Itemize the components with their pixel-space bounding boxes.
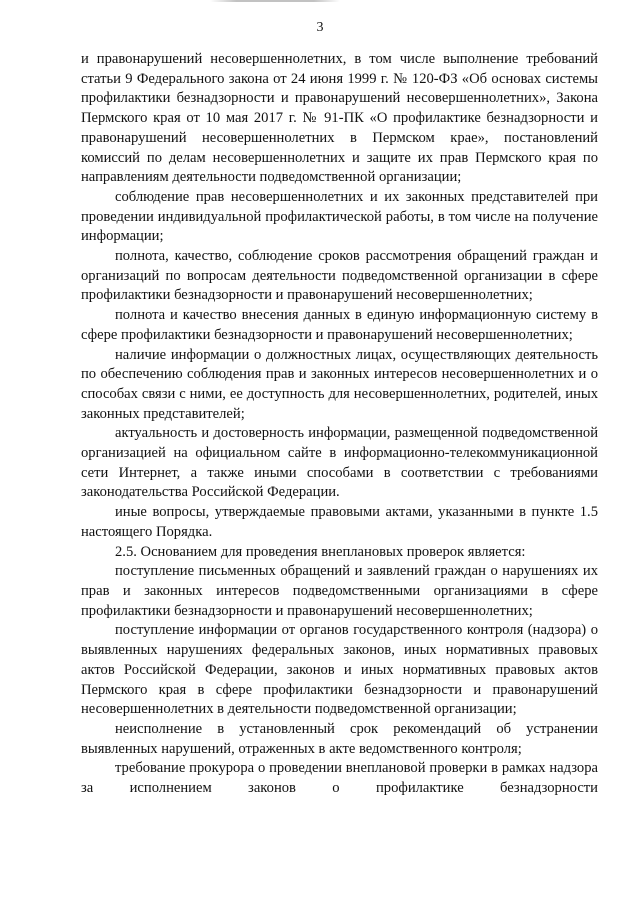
paragraph-supervisory-information: поступление информации от органов государственного контроля (надзора) о выявленных нарушениях федеральных законов, иных нормативных правовых актов Российской Федерации, законов и иных нормативных правовых актов Пермского края в сфере профилактики безнадзорности и правонарушений несовершеннолетних в деятельности подведомственной организации; xyxy=(81,622,598,718)
paragraph-clause-2-5: 2.5. Основанием для проведения внеплановых проверок является: xyxy=(115,543,526,560)
paragraph-other-issues: иные вопросы, утверждаемые правовыми актами, указанными в пункте 1.5 настоящего Порядка. xyxy=(81,504,598,540)
paragraph-website-information: актуальность и достоверность информации, размещенной подведомственной организацией на официальном сайте в информационно-телекоммуникационной сети Интернет, а также иными способами в соответствии с требованиями законодательства Российской Федерации. xyxy=(81,425,598,501)
page-number: 3 xyxy=(316,20,324,35)
paragraph-continuation: и правонарушений несовершеннолетних, в том числе выполнение требований статьи 9 Федерального закона от 24 июня 1999 г. № 120-ФЗ «Об основах системы профилактики безнадзорности и правонарушений несовершеннолетних», Закона Пермского края от 10 мая 2017 г. № 91-ПК «О профилактике безнадзорности и правонарушений несовершеннолетних в Пермском крае», постановлений комиссий по делам несовершеннолетних и защите их прав Пермского края по направлениям деятельности подведомственной организации; xyxy=(81,51,598,186)
document-body xyxy=(81,50,598,799)
paragraph-non-fulfillment: неисполнение в установленный срок рекомендаций об устранении выявленных нарушений, отраженных в акте ведомственного контроля; xyxy=(81,720,598,757)
scan-artifact xyxy=(210,0,340,2)
paragraph-responsible-persons: наличие информации о должностных лицах, осуществляющих деятельность по обеспечению соблюдения прав и законных интересов несовершеннолетних и о способах связи с ними, ее доступность для несовершеннолетних, родителей, иных законных представителей; xyxy=(81,346,598,422)
paragraph-information-system: полнота и качество внесения данных в единую информационную систему в сфере профилактики безнадзорности и правонарушений несовершеннолетних; xyxy=(81,307,598,343)
paragraph-rights-observance: соблюдение прав несовершеннолетних и их законных представителей при проведении индивидуальной профилактической работы, в том числе на получение информации; xyxy=(81,188,598,245)
paragraph-citizen-complaints: поступление письменных обращений и заявлений граждан о нарушениях их прав и законных интересов подведомственными организациями в сфере профилактики безнадзорности и правонарушений несовершеннолетних; xyxy=(81,563,598,619)
paragraph-appeals-review: полнота, качество, соблюдение сроков рассмотрения обращений граждан и организаций по вопросам деятельности подведомственной организации в сфере профилактики безнадзорности и правонарушений несовершеннолетних; xyxy=(81,248,598,304)
paragraph-prosecutor-demand: требование прокурора о проведении внеплановой проверки в рамках надзора за исполнением законов о профилактике безнадзорности xyxy=(81,760,598,797)
